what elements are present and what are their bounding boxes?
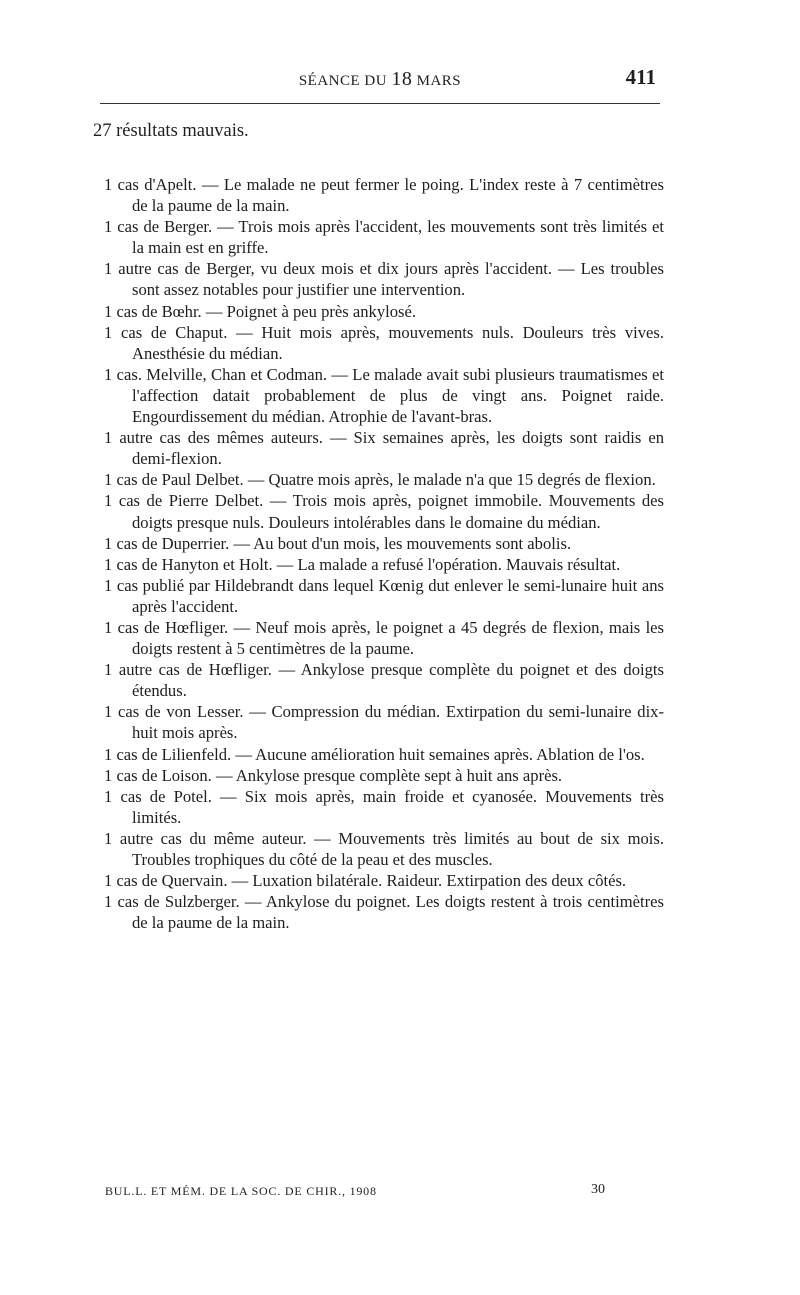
case-entry: 1 autre cas de Berger, vu deux mois et dix jours après l'accident. — Les troubles sont assez notables pour justifier une intervention. [104, 259, 664, 300]
signature-mark: 30 [591, 1182, 605, 1197]
running-title-prefix: SÉANCE DU [298, 73, 388, 89]
section-intro: 27 résultats mauvais. [93, 121, 249, 141]
case-entry: 1 cas publié par Hildebrandt dans lequel Kœnig dut enlever le semi-lunaire huit ans après l'accident. [104, 575, 664, 616]
case-entry: 1 cas de Duperrier. — Au bout d'un mois, les mouvements sont abolis. [104, 533, 572, 553]
case-entry: 1 cas de Paul Delbet. — Quatre mois après, le malade n'a que 15 degrés de flexion. [104, 470, 656, 490]
page-footer [105, 1182, 605, 1202]
header-rule [100, 103, 660, 104]
footer-source: BUL.L. ET MÉM. DE LA SOC. DE CHIR., 1908 [105, 1184, 377, 1198]
case-entry: 1 cas d'Apelt. — Le malade ne peut fermer le poing. L'index reste à 7 centimètres de la paume de la main. [104, 175, 664, 216]
case-entry: 1 cas de Lilienfeld. — Aucune amélioration huit semaines après. Ablation de l'os. [104, 744, 645, 764]
running-title [100, 68, 660, 91]
case-entry: 1 cas de Potel. — Six mois après, main froide et cyanosée. Mouvements très limités. [104, 786, 664, 827]
case-entry: 1 cas. Melville, Chan et Codman. — Le malade avait subi plusieurs traumatismes et l'affection datait probablement de plus de vingt ans. Poignet raide. Engourdissement du médian. Atrophie de l'avant-bras. [104, 364, 664, 427]
case-entry: 1 cas de Sulzberger. — Ankylose du poignet. Les doigts restent à trois centimètres de la paume de la main. [104, 892, 664, 933]
case-entry: 1 cas de Hœfliger. — Neuf mois après, le poignet a 45 degrés de flexion, mais les doigts restent à 5 centimètres de la paume. [104, 617, 664, 659]
case-entry: 1 cas de Bœhr. — Poignet à peu près ankylosé. [104, 301, 416, 321]
case-entry: 1 cas de Quervain. — Luxation bilatérale. Raideur. Extirpation des deux côtés. [104, 871, 627, 891]
case-entry: 1 autre cas du même auteur. — Mouvements très limités au bout de six mois. Troubles trophiques du côté de la peau et des muscles. [104, 828, 664, 869]
case-entry: 1 cas de Hanyton et Holt. — La malade a refusé l'opération. Mauvais résultat. [104, 554, 621, 574]
running-title-day: 18 [391, 68, 413, 90]
case-entry: 1 cas de Berger. — Trois mois après l'accident, les mouvements sont très limités et la main est en griffe. [104, 217, 664, 258]
running-title-month: MARS [416, 73, 462, 89]
case-entry: 1 cas de Chaput. — Huit mois après, mouvements nuls. Douleurs très vives. Anesthésie du médian. [104, 322, 664, 363]
page-number: 411 [625, 65, 656, 89]
page-header [100, 65, 660, 98]
case-entry: 1 cas de Pierre Delbet. — Trois mois après, poignet immobile. Mouvements des doigts presque nuls. Douleurs intolérables dans le domaine du médian. [104, 491, 664, 532]
case-entry: 1 autre cas de Hœfliger. — Ankylose presque complète du poignet et des doigts étendus. [104, 660, 664, 701]
case-entry: 1 cas de von Lesser. — Compression du médian. Extirpation du semi-lunaire dix-huit mois après. [104, 702, 664, 743]
case-entry: 1 autre cas des mêmes auteurs. — Six semaines après, les doigts sont raidis en demi-flexion. [104, 428, 664, 469]
case-list [104, 174, 664, 933]
case-entry: 1 cas de Loison. — Ankylose presque complète sept à huit ans après. [104, 765, 563, 785]
